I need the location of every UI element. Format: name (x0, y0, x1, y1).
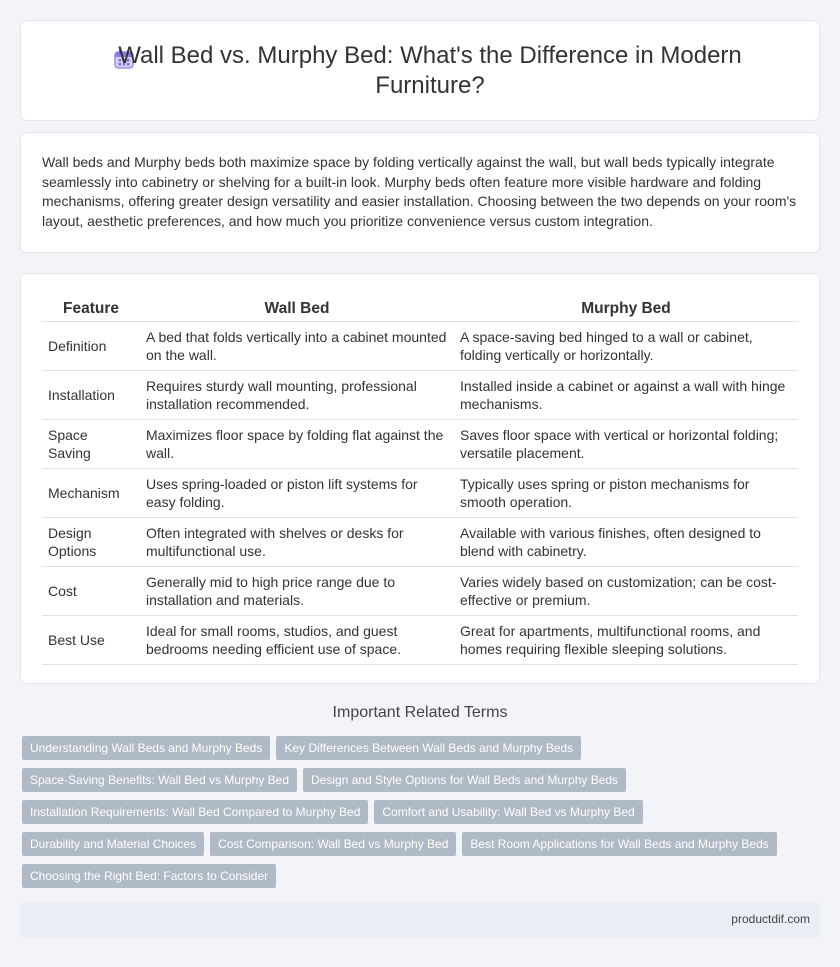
table-header-row (42, 294, 798, 321)
wall-bed-cell: Maximizes floor space by folding flat against the wall. (140, 419, 454, 468)
tag-row (22, 832, 822, 856)
feature-cell: Mechanism (42, 468, 140, 517)
related-term-tag[interactable]: Choosing the Right Bed: Factors to Consider (22, 864, 276, 888)
feature-cell: Installation (42, 370, 140, 419)
wall-bed-cell: Uses spring-loaded or piston lift systems for easy folding. (140, 468, 454, 517)
murphy-bed-cell: A space-saving bed hinged to a wall or cabinet, folding vertically or horizontally. (454, 321, 798, 370)
footer (20, 903, 820, 937)
wall-bed-cell: A bed that folds vertically into a cabinet mounted on the wall. (140, 321, 454, 370)
feature-cell: Definition (42, 321, 140, 370)
table-row (42, 370, 798, 419)
feature-cell: Design Options (42, 517, 140, 566)
tag-row (22, 864, 822, 888)
header-wall-bed: Wall Bed (140, 294, 454, 321)
feature-cell: Best Use (42, 615, 140, 664)
header-murphy-bed: Murphy Bed (454, 294, 798, 321)
wall-bed-cell: Generally mid to high price range due to installation and materials. (140, 566, 454, 615)
table-row (42, 566, 798, 615)
related-term-tag[interactable]: Understanding Wall Beds and Murphy Beds (22, 736, 270, 760)
feature-cell: Space Saving (42, 419, 140, 468)
header-card (20, 20, 820, 121)
wall-bed-cell: Ideal for small rooms, studios, and guest bedrooms needing efficient use of space. (140, 615, 454, 664)
table-row (42, 517, 798, 566)
related-term-tag[interactable]: Best Room Applications for Wall Beds and Murphy Beds (462, 832, 776, 856)
murphy-bed-cell: Saves floor space with vertical or horizontal folding; versatile placement. (454, 419, 798, 468)
related-terms-tags (22, 736, 822, 896)
murphy-bed-cell: Great for apartments, multifunctional rooms, and homes requiring flexible sleeping solutions. (454, 615, 798, 664)
table-row (42, 321, 798, 370)
related-term-tag[interactable]: Comfort and Usability: Wall Bed vs Murphy Bed (374, 800, 642, 824)
table-row (42, 615, 798, 664)
tag-row (22, 736, 822, 760)
summary-text: Wall beds and Murphy beds both maximize space by folding vertically against the wall, but wall beds typically integrate seamlessly into cabinetry or shelving for a built-in look. Murphy beds often feature more visible hardware and folding mechanisms, offering greater design versatility and easier installation. Choosing between the two depends on your room's layout, aesthetic preferences, and how much you prioritize convenience versus custom integration. (42, 154, 797, 229)
feature-cell: Cost (42, 566, 140, 615)
related-term-tag[interactable]: Installation Requirements: Wall Bed Compared to Murphy Bed (22, 800, 368, 824)
related-term-tag[interactable]: Cost Comparison: Wall Bed vs Murphy Bed (210, 832, 456, 856)
related-term-tag[interactable]: Space-Saving Benefits: Wall Bed vs Murphy Bed (22, 768, 297, 792)
murphy-bed-cell: Varies widely based on customization; can be cost-effective or premium. (454, 566, 798, 615)
murphy-bed-cell: Installed inside a cabinet or against a wall with hinge mechanisms. (454, 370, 798, 419)
related-term-tag[interactable]: Design and Style Options for Wall Beds and Murphy Beds (303, 768, 626, 792)
wall-bed-cell: Often integrated with shelves or desks for multifunctional use. (140, 517, 454, 566)
related-term-tag[interactable]: Durability and Material Choices (22, 832, 204, 856)
related-term-tag[interactable]: Key Differences Between Wall Beds and Murphy Beds (276, 736, 581, 760)
summary-card (20, 132, 820, 253)
tag-row (22, 768, 822, 792)
table-row (42, 419, 798, 468)
footer-site: productdif.com (731, 912, 810, 926)
header-feature: Feature (42, 294, 140, 321)
related-terms-title: Important Related Terms (332, 704, 508, 721)
table-row (42, 468, 798, 517)
wall-bed-cell: Requires sturdy wall mounting, professional installation recommended. (140, 370, 454, 419)
page-title: Wall Bed vs. Murphy Bed: What's the Difference in Modern Furniture? (118, 41, 742, 99)
murphy-bed-cell: Typically uses spring or piston mechanisms for smooth operation. (454, 468, 798, 517)
murphy-bed-cell: Available with various finishes, often designed to blend with cabinetry. (454, 517, 798, 566)
comparison-card (20, 273, 820, 684)
tag-row (22, 800, 822, 824)
comparison-table (42, 294, 798, 665)
